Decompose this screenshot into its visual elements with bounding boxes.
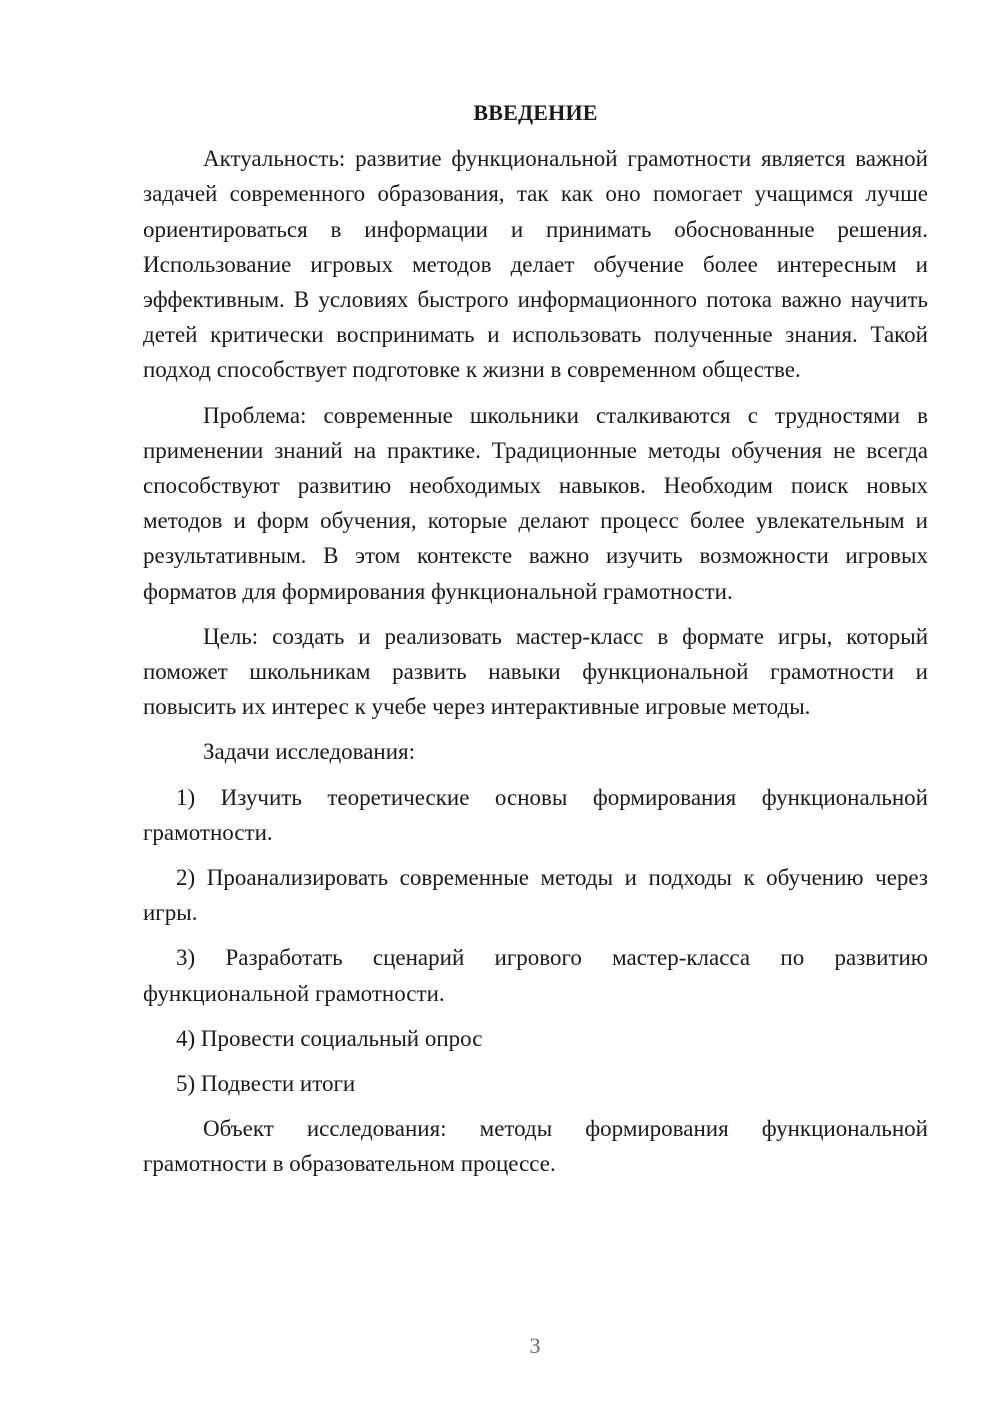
task-item-2: 2) Проанализировать современные методы и подходы к обучению через игры. bbox=[143, 865, 928, 926]
page-title: ВВЕДЕНИЕ bbox=[473, 100, 598, 125]
task-item-3: 3) Разработать сценарий игрового мастер-класса по развитию функциональной грамотности. bbox=[143, 945, 928, 1006]
paragraph-relevance: Актуальность: развитие функциональной грамотности является важной задачей современного образования, так как оно помогает учащимся лучше ориентироваться в информации и принимать обоснованные решения. Использование игровых методов делает обучение более интересным и эффективным. В условиях быстрого информационного потока важно научить детей критически воспринимать и использовать полученные знания. Такой подход способствует подготовке к жизни в современном обществе. bbox=[143, 146, 928, 383]
page-content bbox=[143, 95, 928, 1182]
tasks-heading: Задачи исследования: bbox=[203, 739, 416, 765]
paragraph-goal: Цель: создать и реализовать мастер-класс в формате игры, который поможет школьникам развить навыки функциональной грамотности и повысить их интерес к учебе через интерактивные игровые методы. bbox=[143, 623, 928, 720]
task-item-5: 5) Подвести итоги bbox=[176, 1071, 356, 1097]
task-item-1: 1) Изучить теоретические основы формирования функциональной грамотности. bbox=[143, 784, 928, 845]
paragraph-object: Объект исследования: методы формирования функциональной грамотности в образовательном процессе. bbox=[143, 1116, 928, 1177]
paragraph-problem: Проблема: современные школьники сталкиваются с трудностями в применении знаний на практике. Традиционные методы обучения не всегда способствуют развитию необходимых навыков. Необходим поиск новых методов и форм обучения, которые делают процесс более увлекательным и результативным. В этом контексте важно изучить возможности игровых форматов для формирования функциональной грамотности. bbox=[143, 402, 928, 604]
task-item-4: 4) Провести социальный опрос bbox=[176, 1025, 483, 1051]
page-number: 3 bbox=[529, 1333, 541, 1358]
